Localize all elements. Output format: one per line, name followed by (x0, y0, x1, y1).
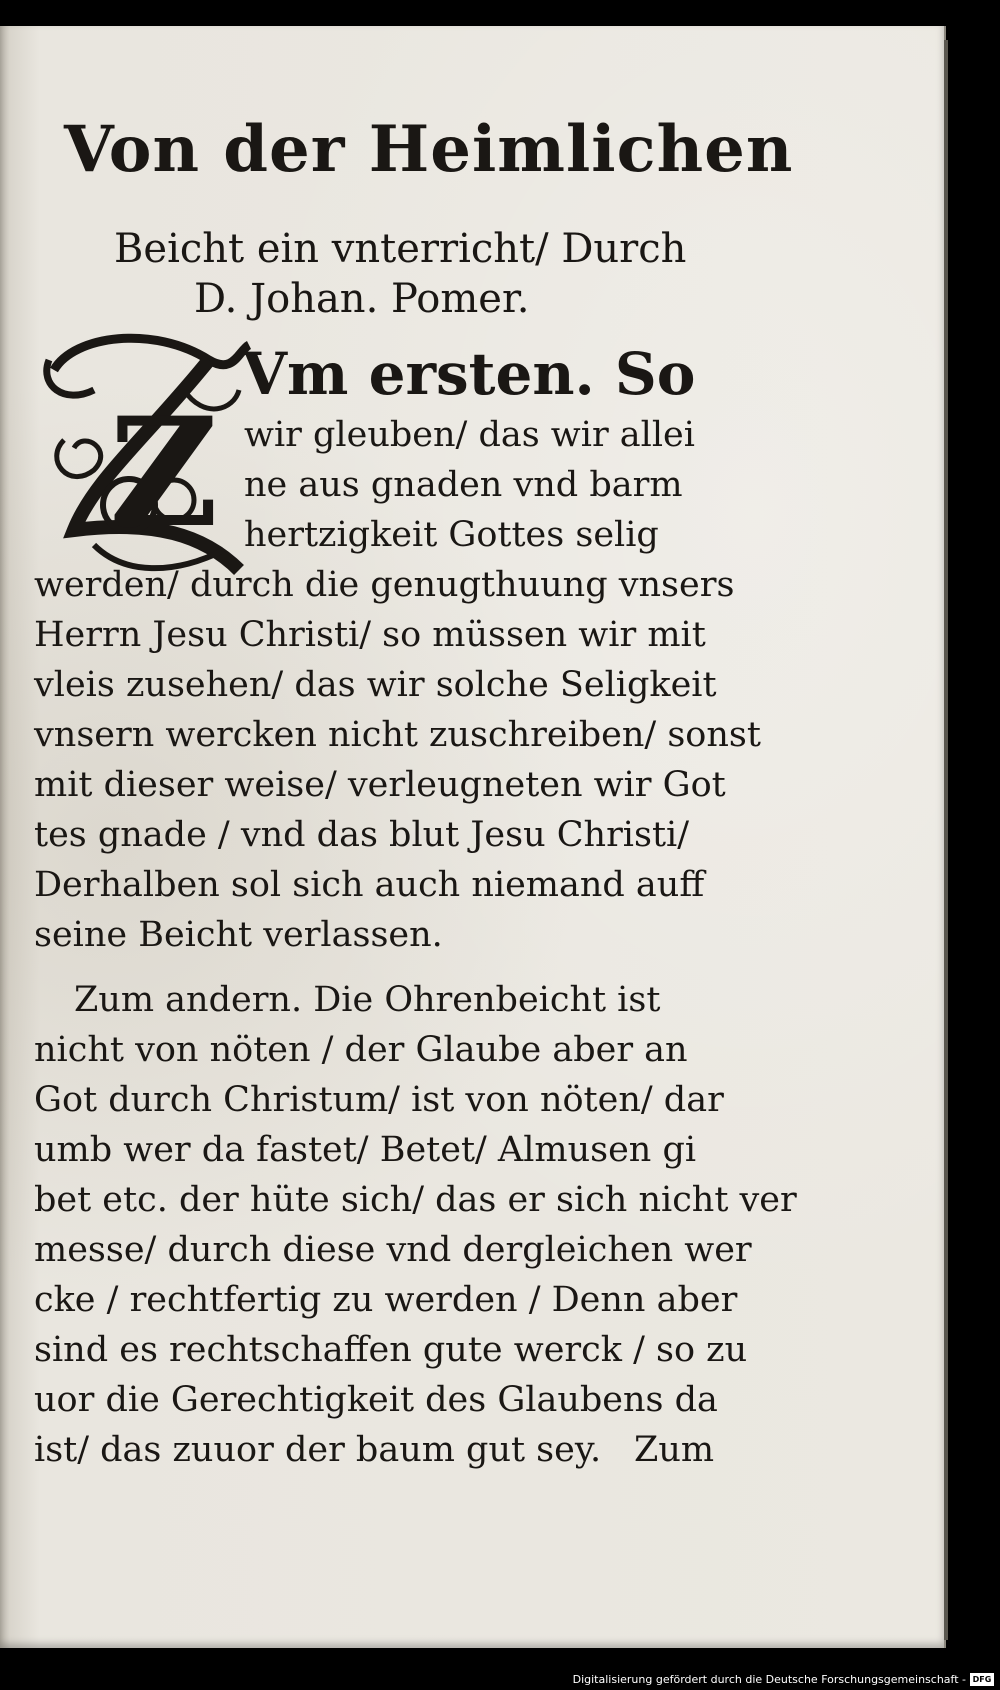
paragraph-1-line: tes gnade / vnd das blut Jesu Christi/ (34, 815, 690, 855)
paragraph-2-line: umb wer da fastet/ Betet/ Almusen gi (34, 1130, 697, 1170)
page-edge (944, 40, 948, 1640)
page-title: Von der Heimlichen (64, 112, 794, 187)
paragraph-1-line: Derhalben sol sich auch niemand auff (34, 865, 705, 905)
decorated-initial-graphic (34, 330, 254, 580)
book-page (0, 26, 946, 1648)
dfg-logo: DFG (970, 1673, 994, 1686)
decorated-initial (34, 330, 254, 580)
paragraph-1-line: werden/ durch die genugthuung vnsers (34, 565, 735, 605)
footer-credit: Digitalisierung gefördert durch die Deutsche Forschungsgemeinschaft - (572, 1673, 966, 1686)
paragraph-1-line: mit dieser weise/ verleugneten wir Got (34, 765, 726, 805)
paragraph-2-line: Zum andern. Die Ohrenbeicht ist (74, 980, 661, 1020)
paragraph-2-line: Got durch Christum/ ist von nöten/ dar (34, 1080, 724, 1120)
paragraph-1-line: vleis zusehen/ das wir solche Seligkeit (34, 665, 717, 705)
paragraph-2-line: sind es rechtschaffen gute werck / so zu (34, 1330, 748, 1370)
paragraph-2-line: cke / rechtfertig zu werden / Denn aber (34, 1280, 738, 1320)
paragraph-2-line: messe/ durch diese vnd dergleichen wer (34, 1230, 752, 1270)
paragraph-1-line: seine Beicht verlassen. (34, 915, 443, 955)
paragraph-1-first-line: Vm ersten. So (242, 340, 696, 408)
paragraph-2-line: uor die Gerechtigkeit des Glaubens da (34, 1380, 718, 1420)
paragraph-1-line: ne aus gnaden vnd barm (244, 465, 683, 505)
paragraph-2-line: nicht von nöten / der Glaube aber an (34, 1030, 688, 1070)
paragraph-1-line: hertzigkeit Gottes selig (244, 515, 659, 555)
paragraph-1-line: vnsern wercken nicht zuschreiben/ sonst (34, 715, 761, 755)
paragraph-2-line: bet etc. der hüte sich/ das er sich nicht ver (34, 1180, 797, 1220)
paragraph-2-line: ist/ das zuuor der baum gut sey. (34, 1430, 602, 1470)
subtitle-line-1: Beicht ein vnterricht/ Durch (114, 226, 687, 272)
initial-letter: Z (109, 385, 219, 561)
paragraph-1-line: wir gleuben/ das wir allei (244, 415, 695, 455)
paragraph-1-line: Herrn Jesu Christi/ so müssen wir mit (34, 615, 706, 655)
catchword: Zum (634, 1430, 715, 1470)
subtitle-line-2: D. Johan. Pomer. (194, 276, 530, 322)
